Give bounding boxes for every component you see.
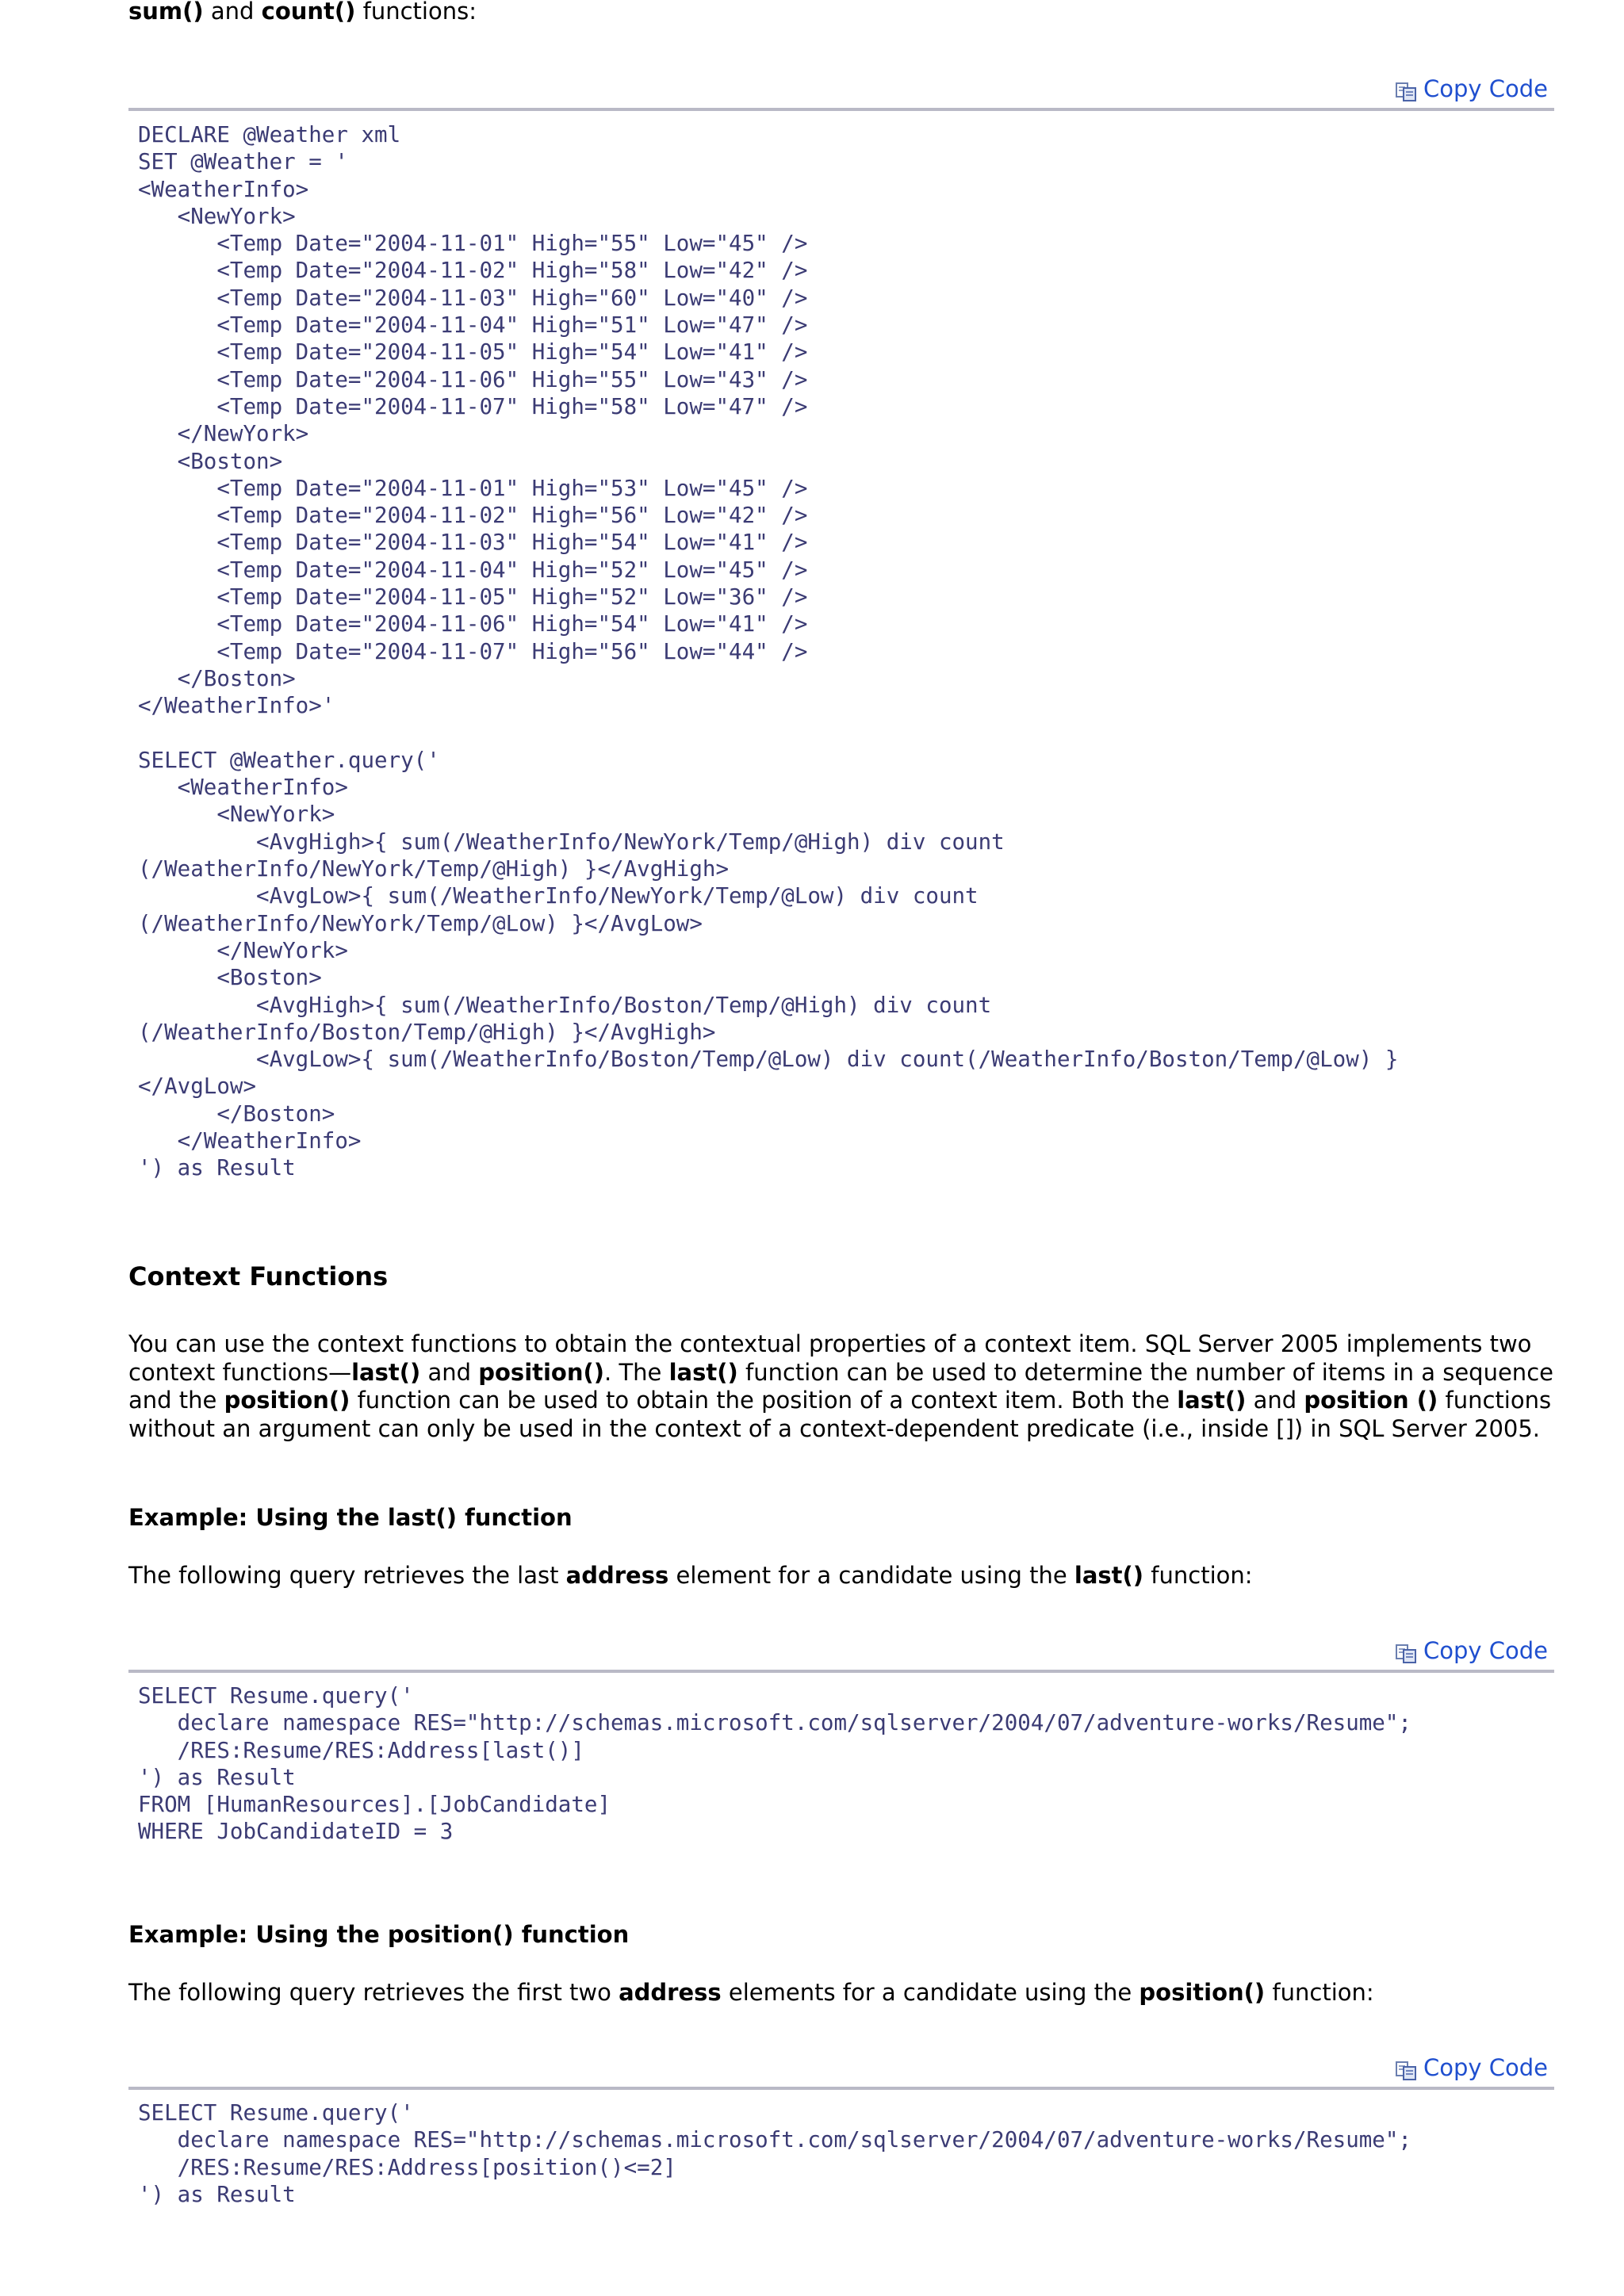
example2-description: The following query retrieves the first two address elements for a candidate using the position() function: xyxy=(128,1979,1374,2006)
copy-code-label: Copy Code xyxy=(1423,2054,1548,2081)
example1-title: Example: Using the last() function xyxy=(128,1504,573,1531)
section-title: Context Functions xyxy=(128,1261,389,1292)
copy-icon xyxy=(1395,78,1417,99)
intro-fn-count: count() xyxy=(261,0,356,25)
copy-icon xyxy=(1395,1640,1417,1661)
code-block-position: SELECT Resume.query(' declare namespace RES="http://schemas.microsoft.com/sqlserver/2004/07/adventure-works/Resume"; /RES:Resume/RES:Address[position()<=2] ') as Result xyxy=(138,2100,1411,2207)
example2-title: Example: Using the position() function xyxy=(128,1921,630,1948)
copy-code-button-2[interactable] xyxy=(1395,1635,1554,1667)
code-divider-2 xyxy=(128,1670,1554,1673)
example1-description: The following query retrieves the last address element for a candidate using the last() function: xyxy=(128,1562,1253,1589)
copy-code-label: Copy Code xyxy=(1423,75,1548,102)
copy-bar-1 xyxy=(128,73,1554,109)
code-divider-3 xyxy=(128,2087,1554,2090)
intro-text xyxy=(128,0,477,27)
copy-bar-2 xyxy=(128,1635,1554,1671)
code-divider-1 xyxy=(128,108,1554,111)
intro-fn-sum: sum() xyxy=(128,0,204,25)
code-block-last: SELECT Resume.query(' declare namespace RES="http://schemas.microsoft.com/sqlserver/2004/07/adventure-works/Resume"; /RES:Resume/RES:Address[last()] ') as Result FROM [HumanResources].[JobCandidate] WHERE JobCandidateID = 3 xyxy=(138,1683,1411,1845)
intro-and: and xyxy=(203,0,262,25)
copy-bar-3 xyxy=(128,2052,1554,2088)
copy-icon xyxy=(1395,2057,1417,2078)
context-paragraph: You can use the context functions to obtain the contextual properties of a context item. SQL Server 2005 implements two context functions—last() and position(). The last() function can be used to determine the number of items in a sequence and the position() function can be used to obtain the position of a context item. Both the last() and position () functions without an argument can only be used in the context of a context-dependent predicate (i.e., inside []) in SQL Server 2005. xyxy=(128,1330,1553,1442)
copy-code-label: Copy Code xyxy=(1423,1637,1548,1664)
copy-code-button-1[interactable] xyxy=(1395,73,1554,105)
copy-code-button-3[interactable] xyxy=(1395,2052,1554,2084)
intro-tail: functions: xyxy=(355,0,477,25)
code-block-weather: DECLARE @Weather xml SET @Weather = ' <WeatherInfo> <NewYork> <Temp Date="2004-11-01" High="55" Low="45" /> <Temp Date="2004-11-02" High="58" Low="42" /> <Temp Date="2004-11-03" High="60" Low="40" /> <Temp Date="2004-11-04" High="51" Low="47" /> <Temp Date="2004-11-05" High="54" Low="41" /> <Temp Date="2004-11-06" High="55" Low="43" /> <Temp Date="2004-11-07" High="58" Low="47" /> </NewYork> <Boston> <Temp Date="2004-11-01" High="53" Low="45" /> <Temp Date="2004-11-02" High="56" Low="42" /> <Temp Date="2004-11-03" High="54" Low="41" /> <Temp Date="2004-11-04" High="52" Low="45" /> <Temp Date="2004-11-05" High="52" Low="36" /> <Temp Date="2004-11-06" High="54" Low="41" /> <Temp Date="2004-11-07" High="56" Low="44" /> </Boston> </WeatherInfo>' SELECT @Weather.query(' <WeatherInfo> <NewYork> <AvgHigh>{ sum(/WeatherInfo/NewYork/Temp/@High) div count (/WeatherInfo/NewYork/Temp/@High) }</AvgHigh> <AvgLow>{ sum(/WeatherInfo/NewYork/Temp/@Low) div count (/WeatherInfo/NewYork/Temp/@Low) }</AvgLow> </NewYork> <Boston> <AvgHigh>{ sum(/WeatherInfo/Boston/Temp/@High) div count (/WeatherInfo/Boston/Temp/@High) }</AvgHigh> <AvgLow>{ sum(/WeatherInfo/Boston/Temp/@Low) div count(/WeatherInfo/Boston/Temp/@Low) } </AvgLow> </Boston> </WeatherInfo> ') as Result xyxy=(138,122,1399,1181)
